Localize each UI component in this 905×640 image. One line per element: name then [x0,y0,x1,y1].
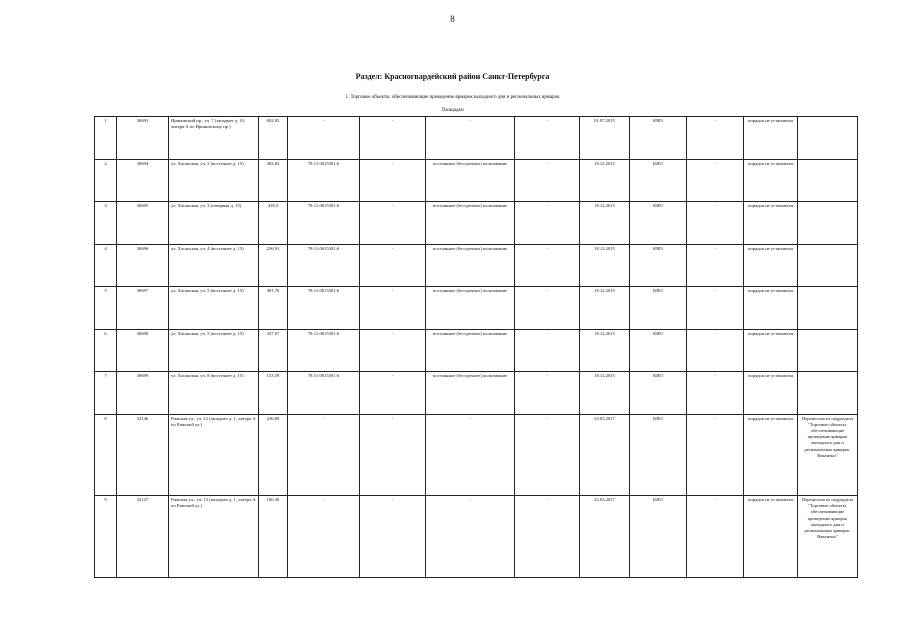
object-area: 236,91 [259,244,288,287]
column-8-value: - [515,287,580,330]
row-number: 7 [95,372,117,415]
column-11-value: - [687,117,744,160]
column-6-value: - [360,414,426,496]
row-number: 4 [95,244,117,287]
cadastral-number: - [288,414,360,496]
allocation-status: порядок не установлен [744,244,798,287]
cadastral-number: 78:11:0615301:6 [288,329,360,372]
inclusion-date: 18.12.2015 [580,287,630,330]
table-row [95,496,858,578]
column-11-value: - [687,496,744,578]
responsible-body: КИО [630,117,687,160]
inclusion-date: 18.12.2015 [580,159,630,202]
usage-right: постоянное (бессрочное) пользование [426,372,515,415]
usage-right: - [426,117,515,160]
object-area: 491,76 [259,287,288,330]
cadastral-number: - [288,117,360,160]
object-address: Ириновский пр., уч. 7 (западнее д. 10, литера А по Ириновскому пр.) [169,117,259,160]
cadastral-number: - [288,496,360,578]
object-address: ул. Хасанская, уч. 4 (восточнее д. 15) [169,244,259,287]
column-6-value: - [360,329,426,372]
usage-right: - [426,414,515,496]
responsible-body: КИО [630,287,687,330]
object-address: ул. Хасанская, уч. 3 (северная д. 15) [169,202,259,245]
allocation-status: порядок не установлен [744,329,798,372]
column-8-value: - [515,329,580,372]
usage-right: постоянное (бессрочное) пользование [426,159,515,202]
allocation-status: порядок не установлен [744,496,798,578]
object-address: ул. Хасанская, уч. 8 (восточнее д. 15) [169,372,259,415]
object-id: 30694 [117,159,169,202]
column-8-value: - [515,202,580,245]
column-6-value: - [360,159,426,202]
table-row [95,117,858,160]
responsible-body: КИО [630,244,687,287]
object-address: Рижская ул., уч. 13 (западнее д. 1, литера А по Рижской ул.) [169,496,259,578]
row-note: Перенесена из подраздела "Торговые объекты, обеспечивающие проведение ярмарок выходного дня и региональных ярмарок. Вакантно" [798,414,858,496]
column-8-value: - [515,496,580,578]
column-11-value: - [687,287,744,330]
table-name: Площадки [441,108,464,113]
usage-right: постоянное (бессрочное) пользование [426,244,515,287]
responsible-body: КИО [630,202,687,245]
cadastral-number: 78:11:0615301:6 [288,372,360,415]
column-6-value: - [360,496,426,578]
inclusion-date: 18.12.2015 [580,372,630,415]
allocation-status: порядок не установлен [744,202,798,245]
column-8-value: - [515,244,580,287]
table-row [95,414,858,496]
inclusion-date: 18.12.2015 [580,329,630,372]
inclusion-date: 23.03.2017 [580,496,630,578]
object-id: 30696 [117,244,169,287]
usage-right: постоянное (бессрочное) пользование [426,329,515,372]
table-row [95,372,858,415]
inclusion-date: 18.12.2015 [580,244,630,287]
object-id: 30695 [117,202,169,245]
inclusion-date: 01.07.2015 [580,117,630,160]
allocation-status: порядок не установлен [744,372,798,415]
row-note [798,372,858,415]
row-note [798,202,858,245]
column-8-value: - [515,372,580,415]
object-id: 32146 [117,414,169,496]
subsection-title: 1. Торговые объекты, обеспечивающие проведение ярмарок выходного дня и региональных ярмарок [345,95,560,100]
section-title: Раздел: Красногвардейский район Санкт-Петербурга [355,72,550,81]
object-area: 437,97 [259,329,288,372]
responsible-body: КИО [630,372,687,415]
object-area: 383,83 [259,159,288,202]
row-note [798,244,858,287]
object-area: 153,59 [259,372,288,415]
row-number: 8 [95,414,117,496]
row-number: 6 [95,329,117,372]
object-address: Рижская ул., уч. 12 (западнее д. 1, литера А по Рижской ул.) [169,414,259,496]
column-8-value: - [515,159,580,202]
row-note [798,287,858,330]
row-number: 9 [95,496,117,578]
object-id: 32147 [117,496,169,578]
column-6-value: - [360,117,426,160]
column-6-value: - [360,372,426,415]
cadastral-number: 78:11:0615301:6 [288,202,360,245]
object-area: 418,3 [259,202,288,245]
column-11-value: - [687,244,744,287]
responsible-body: КИО [630,159,687,202]
responsible-body: КИО [630,496,687,578]
table-row [95,244,858,287]
object-id: 30697 [117,287,169,330]
column-11-value: - [687,159,744,202]
cadastral-number: 78:11:0615301:6 [288,244,360,287]
column-6-value: - [360,244,426,287]
table-row [95,287,858,330]
table-row [95,329,858,372]
column-8-value: - [515,414,580,496]
allocation-status: порядок не установлен [744,117,798,160]
column-6-value: - [360,287,426,330]
object-address: ул. Хасанская, уч. 5 (восточнее д. 15) [169,287,259,330]
responsible-body: КИО [630,414,687,496]
object-address: ул. Хасанская, уч. 2 (восточнее д. 15) [169,159,259,202]
inclusion-date: 18.12.2015 [580,202,630,245]
table-row [95,159,858,202]
allocation-status: порядок не установлен [744,159,798,202]
object-area: 160,36 [259,496,288,578]
column-11-value: - [687,202,744,245]
row-note [798,159,858,202]
responsible-body: КИО [630,329,687,372]
usage-right: - [426,496,515,578]
column-11-value: - [687,372,744,415]
usage-right: постоянное (бессрочное) пользование [426,202,515,245]
object-id: 30693 [117,117,169,160]
object-area: 236,89 [259,414,288,496]
row-note [798,329,858,372]
object-id: 30699 [117,372,169,415]
row-number: 5 [95,287,117,330]
column-11-value: - [687,329,744,372]
column-6-value: - [360,202,426,245]
object-address: ул. Хасанская, уч. 5 (восточнее д. 15) [169,329,259,372]
usage-right: постоянное (бессрочное) пользование [426,287,515,330]
row-note [798,117,858,160]
column-11-value: - [687,414,744,496]
object-area: 692,93 [259,117,288,160]
cadastral-number: 78:11:0615301:6 [288,159,360,202]
object-id: 30698 [117,329,169,372]
row-number: 1 [95,117,117,160]
table-row [95,202,858,245]
registry-table [94,116,858,578]
inclusion-date: 23.03.2017 [580,414,630,496]
cadastral-number: 78:11:0615301:6 [288,287,360,330]
column-8-value: - [515,117,580,160]
page-number: 8 [450,14,455,24]
allocation-status: порядок не установлен [744,287,798,330]
row-number: 2 [95,159,117,202]
allocation-status: порядок не установлен [744,414,798,496]
row-number: 3 [95,202,117,245]
row-note: Перенесена из подраздела "Торговые объекты, обеспечивающие проведение ярмарок выходного дня и региональных ярмарок. Вакантно" [798,496,858,578]
